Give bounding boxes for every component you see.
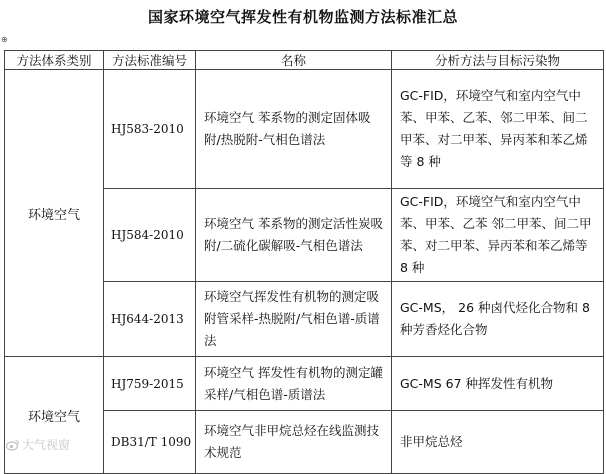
table-header-row	[5, 51, 604, 70]
table-anchor-icon: ⊕	[1, 35, 8, 44]
header-name: 名称	[196, 51, 392, 70]
category-cell: 环境空气	[5, 357, 104, 474]
method-cell: GC-MS， 26 种卤代烃化合物和 8 种芳香烃化合物	[392, 282, 604, 357]
code-cell: HJ583-2010	[104, 70, 196, 189]
method-cell: GC-MS 67 种挥发性有机物	[392, 357, 604, 411]
document-title: 国家环境空气挥发性有机物监测方法标准汇总	[147, 8, 458, 26]
method-cell: GC-FID，环境空气和室内空气中苯、甲苯、乙苯、邻二甲苯、间二甲苯、对二甲苯、异丙苯和苯乙烯等 8 种	[392, 70, 604, 189]
header-code: 方法标准编号	[104, 51, 196, 70]
weibo-logo-icon	[6, 439, 20, 451]
name-cell: 环境空气挥发性有机物的测定吸附管采样-热脱附/气相色谱-质谱法	[196, 282, 392, 357]
code-cell: HJ644-2013	[104, 282, 196, 357]
header-method: 分析方法与目标污染物	[392, 51, 604, 70]
code-cell: HJ759-2015	[104, 357, 196, 411]
table-row	[5, 70, 604, 189]
method-cell: 非甲烷总烃	[392, 411, 604, 474]
method-cell: GC-FID，环境空气和室内空气中苯、甲苯、乙苯 邻二甲苯、间二甲苯、对二甲苯、异丙苯和苯乙烯等 8 种	[392, 189, 604, 282]
name-cell: 环境空气 挥发性有机物的测定罐采样/气相色谱-质谱法	[196, 357, 392, 411]
code-cell: HJ584-2010	[104, 189, 196, 282]
watermark	[6, 436, 70, 453]
code-cell: DB31/T 1090	[104, 411, 196, 474]
category-cell: 环境空气	[5, 70, 104, 357]
table-row	[5, 357, 604, 411]
watermark-text: 大气视窗	[22, 438, 71, 452]
name-cell: 环境空气非甲烷总烃在线监测技术规范	[196, 411, 392, 474]
name-cell: 环境空气 苯系物的测定固体吸附/热脱附-气相色谱法	[196, 70, 392, 189]
standards-table	[4, 50, 604, 474]
header-category: 方法体系类别	[5, 51, 104, 70]
name-cell: 环境空气 苯系物的测定活性炭吸附/二硫化碳解吸-气相色谱法	[196, 189, 392, 282]
